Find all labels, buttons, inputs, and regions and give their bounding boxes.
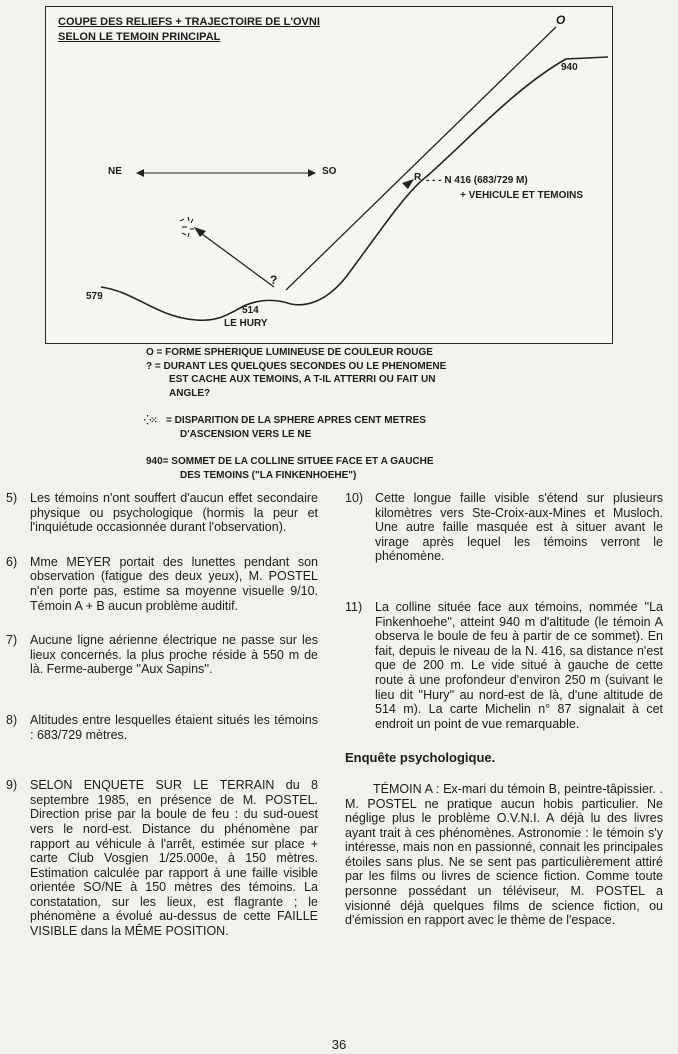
legend-line-7: 940= SOMMET DE LA COLLINE SITUEE FACE ET A GAUCHE	[146, 456, 434, 467]
item-number: 6)	[6, 554, 18, 569]
item-text: Cette longue faille visible s'étend sur plusieurs kilomètres vers Ste-Croix-aux-Mines et Musloch. Une autre faille masquée est à situer avant le virage après lequel les témoins verront le phénomène.	[375, 491, 663, 564]
diagram-legend	[146, 346, 446, 482]
diagram-title-line1: COUPE DES RELIEFS + TRAJECTOIRE DE L'OVNI	[58, 16, 320, 28]
item-text: Mme MEYER portait des lunettes pendant son observation (fatigue des deux yeux), M. POSTEL n'en porte pas, estime sa moyenne visuelle 9/10. Témoin A + B aucun problème auditif.	[30, 554, 318, 613]
terrain-diagram	[45, 6, 613, 344]
list-item	[6, 633, 318, 677]
disappearance-burst-icon	[180, 217, 194, 237]
trajectory-ascent	[198, 231, 274, 287]
direction-so: SO	[322, 166, 337, 177]
descent-arrowhead	[402, 179, 414, 189]
legend-line-3: EST CACHE AUX TEMOINS, A T-IL ATTERRI OU FAIT UN	[169, 374, 436, 385]
section-heading: Enquête psychologique.	[345, 750, 496, 766]
item-number: 7)	[6, 633, 18, 648]
legend-line-6: D'ASCENSION VERS LE NE	[180, 428, 312, 440]
legend-line-8: DES TEMOINS ("LA FINKENHOEHE")	[180, 469, 357, 481]
item-text: SELON ENQUETE SUR LE TERRAIN du 8 septembre 1985, en présence de M. POSTEL. Direction prise par la boule de feu : du sud-ouest vers le nord-est. Distance du phénomène par rapport au véhicule à l'arrêt, estimée sur place + carte Club Vosgien 1/25.000e, à 150 mètres. Estimation calculée par rapport à une faille visible orientée SO/NE à 150 mètres des témoins. La constatation, sur les lieux, est flagrante ; le phénomène a évolué au-dessus de cette FAILLE VISIBLE dans la MÊME POSITION.	[30, 778, 318, 939]
vehicle-label: + VEHICULE ET TEMOINS	[460, 190, 584, 201]
legend-line-5: = DISPARITION DE LA SPHERE APRES CENT METRES	[166, 415, 426, 426]
so-arrowhead	[308, 169, 316, 177]
terrain-profile-line	[101, 57, 608, 320]
legend-line-4: ANGLE?	[169, 387, 211, 399]
list-item	[345, 600, 663, 731]
item-number: 10)	[345, 491, 364, 505]
road-marker: R	[414, 172, 422, 183]
list-item	[6, 713, 318, 742]
label-514: 514	[242, 305, 259, 316]
left-column	[6, 491, 318, 959]
right-column	[345, 491, 663, 928]
item-number: 5)	[6, 491, 18, 505]
ne-arrowhead	[136, 169, 144, 177]
list-item	[6, 491, 318, 535]
trajectory-descent	[286, 27, 556, 290]
burst-legend-icon: ⁛⁙	[144, 415, 157, 425]
item-text: Altitudes entre lesquelles étaient situés les témoins : 683/729 mètres.	[30, 712, 318, 742]
item-text: Les témoins n'ont souffert d'aucun effet secondaire physique ou psychologique (hormis la peur et l'inquiétude occasionnée durant l'observation).	[30, 491, 318, 535]
item-text: La colline située face aux témoins, nommée ''La Finkenhoehe'', atteint 940 m d'altitude (le témoin A observa le boule de feu à partir de ce sommet). En fait, depuis le niveau de la N. 416, sa distance n'est que de 200 m. Le vide situé à gauche de cette route à une profondeur d'environ 250 m (suivant le lieu dit ''Hury'' au nord-est de là, d'une altitude de 514 m). La carte Michelin n° 87 signalait à cet endroit un point de vue remarquable.	[375, 599, 663, 731]
page-number: 36	[331, 1037, 347, 1052]
list-item	[6, 778, 318, 939]
psych-paragraph: TÉMOIN A : Ex-mari du témoin B, peintre-tâpissier. . M. POSTEL ne pratique aucun hobis particulier. Ne néglige plus le problème O.V.N.I. A déjà lu des livres ayant trait à ces phénomènes. Astronomie : le témoin s'y intéresse, mais non en passionné, connait les principales étoiles sans plus. Ne se sent pas particulièrement attiré par les films ou livres de science fiction. Comme toute personne possédant un téléviseur, M. POSTEL a visionné déjà quelques films de science fiction, ou d'émission en rapport avec le thème de l'espace.	[345, 781, 663, 928]
label-940: 940	[561, 62, 578, 73]
question-mark: ?	[270, 273, 278, 287]
label-579: 579	[86, 291, 103, 302]
list-item	[6, 555, 318, 613]
road-label: - - - N 416 (683/729 M)	[426, 175, 528, 186]
diagram-title	[58, 15, 320, 45]
label-le-hury: LE HURY	[224, 318, 268, 329]
object-symbol: O	[556, 13, 566, 27]
item-text: Aucune ligne aérienne électrique ne passe sur les lieux concernés. la plus proche réside à 550 m de là. Ferme-auberge ''Aux Sapins''.	[30, 633, 318, 677]
list-item	[345, 491, 663, 564]
item-number: 9)	[6, 778, 18, 793]
direction-ne: NE	[108, 166, 122, 177]
item-number: 8)	[6, 712, 18, 727]
legend-line-1: O = FORME SPHERIQUE LUMINEUSE DE COULEUR ROUGE	[146, 347, 433, 358]
item-number: 11)	[345, 599, 363, 614]
legend-line-2: ? = DURANT LES QUELQUES SECONDES OU LE PHENOMENE	[146, 360, 447, 372]
diagram-title-line2: SELON LE TEMOIN PRINCIPAL	[58, 31, 221, 43]
